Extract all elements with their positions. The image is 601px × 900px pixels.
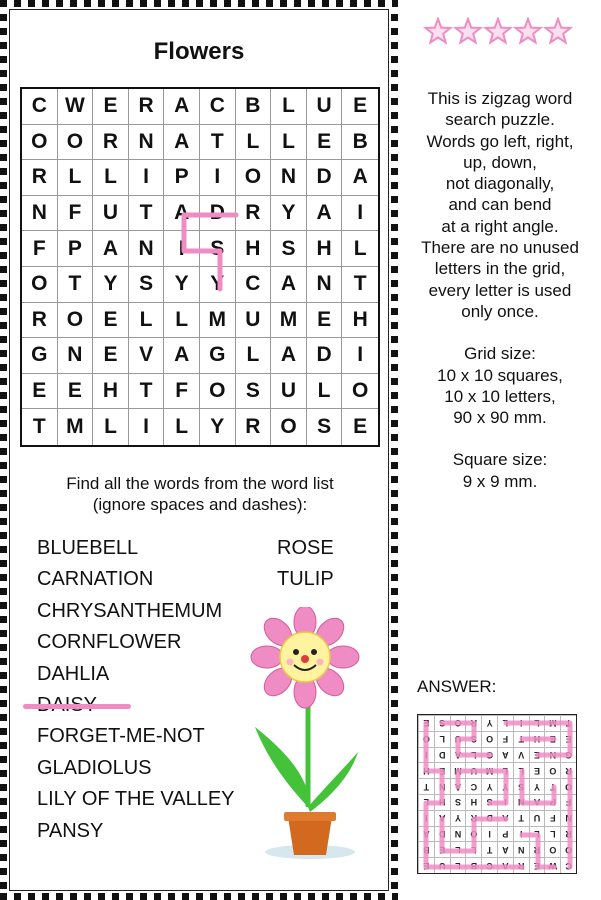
grid-cell[interactable]: S bbox=[129, 267, 165, 303]
instruction-line: Find all the words from the word list bbox=[66, 474, 334, 493]
cartoon-flower-illustration bbox=[250, 607, 365, 862]
answer-grid-cell: L bbox=[450, 857, 466, 873]
answer-grid-cell: H bbox=[465, 794, 481, 810]
answer-grid-cell: O bbox=[481, 731, 497, 747]
rating-stars bbox=[423, 17, 573, 47]
pot-rim bbox=[284, 812, 336, 821]
grid-size-block bbox=[405, 343, 595, 428]
answer-grid-cell: O bbox=[560, 841, 576, 857]
found-word-strike bbox=[23, 704, 131, 709]
answer-grid-cell: A bbox=[450, 747, 466, 763]
answer-grid-cell: I bbox=[513, 826, 529, 842]
answer-grid-cell: T bbox=[513, 810, 529, 826]
grid-cell[interactable]: L bbox=[236, 125, 272, 161]
grid-cell[interactable]: S bbox=[236, 374, 272, 410]
grid-cell[interactable]: A bbox=[271, 338, 307, 374]
grid-cell[interactable]: N bbox=[271, 160, 307, 196]
answer-grid-cell: P bbox=[497, 826, 513, 842]
answer-grid-cell: L bbox=[497, 715, 513, 731]
grid-cell[interactable]: T bbox=[129, 196, 165, 232]
answer-grid-cell: C bbox=[465, 778, 481, 794]
answer-grid-cell: N bbox=[560, 810, 576, 826]
side-text-line: not diagonally, bbox=[445, 174, 555, 194]
leaf-right bbox=[308, 752, 358, 812]
answer-grid-cell: B bbox=[418, 841, 434, 857]
side-text-line: 10 x 10 letters, bbox=[444, 386, 556, 406]
word-list-item: PANSY bbox=[37, 819, 104, 842]
answer-grid-cell: T bbox=[560, 715, 576, 731]
answer-grid-cell: O bbox=[465, 826, 481, 842]
grid-cell[interactable]: N bbox=[129, 231, 165, 267]
answer-grid-cell: R bbox=[465, 715, 481, 731]
word-list-item: GLADIOLUS bbox=[37, 756, 152, 779]
side-text-line: letters in the grid, bbox=[434, 259, 566, 279]
answer-grid-cell: L bbox=[465, 747, 481, 763]
answer-grid-cell: O bbox=[418, 731, 434, 747]
grid-cell[interactable]: I bbox=[164, 231, 200, 267]
answer-grid-cell: L bbox=[513, 762, 529, 778]
grid-cell[interactable]: E bbox=[307, 303, 343, 339]
side-text-line: 9 x 9 mm. bbox=[462, 471, 538, 491]
grid-cell[interactable]: T bbox=[342, 267, 378, 303]
answer-grid-cell: N bbox=[434, 778, 450, 794]
answer-grid-cell: O bbox=[450, 715, 466, 731]
answer-grid-cell: Y bbox=[529, 778, 545, 794]
grid-cell[interactable]: R bbox=[93, 125, 129, 161]
grid-cell[interactable]: O bbox=[236, 160, 272, 196]
grid-cell[interactable]: C bbox=[22, 89, 58, 125]
grid-cell[interactable]: L bbox=[236, 338, 272, 374]
flower-eye-right bbox=[311, 649, 317, 655]
answer-grid-cell: T bbox=[513, 731, 529, 747]
grid-cell[interactable]: A bbox=[271, 267, 307, 303]
word-list-item: ROSE bbox=[277, 537, 334, 559]
word-list-item bbox=[37, 690, 235, 721]
answer-grid-cell: D bbox=[434, 747, 450, 763]
square-size-block bbox=[405, 449, 595, 492]
answer-grid-cell: H bbox=[434, 794, 450, 810]
answer-grid-cell: E bbox=[434, 841, 450, 857]
answer-grid-cell: T bbox=[481, 841, 497, 857]
word-search-grid[interactable] bbox=[20, 87, 380, 447]
answer-grid-cell: E bbox=[418, 715, 434, 731]
answer-grid-cell: R bbox=[465, 810, 481, 826]
grid-cell[interactable]: L bbox=[271, 89, 307, 125]
answer-grid-cell: I bbox=[418, 810, 434, 826]
instruction-line: (ignore spaces and dashes): bbox=[92, 495, 308, 514]
answer-grid-cell: N bbox=[513, 794, 529, 810]
answer-grid-cell: R bbox=[513, 857, 529, 873]
side-text-line: This is zigzag word bbox=[427, 89, 573, 108]
answer-grid-cell: L bbox=[450, 841, 466, 857]
grid-cell[interactable]: C bbox=[200, 89, 236, 125]
grid-cell[interactable]: E bbox=[58, 374, 94, 410]
grid-cell[interactable]: D bbox=[307, 160, 343, 196]
grid-cell[interactable]: F bbox=[164, 374, 200, 410]
grid-cell[interactable]: F bbox=[22, 231, 58, 267]
grid-cell[interactable]: E bbox=[353, 415, 368, 439]
answer-grid-cell: R bbox=[560, 762, 576, 778]
grid-cell[interactable]: Y bbox=[200, 409, 236, 445]
star-icon bbox=[516, 19, 541, 43]
grid-cell[interactable]: R bbox=[236, 409, 272, 445]
answer-grid-cell: L bbox=[465, 841, 481, 857]
answer-grid-cell: G bbox=[560, 747, 576, 763]
grid-cell[interactable]: R bbox=[129, 89, 165, 125]
answer-grid-cell: T bbox=[544, 778, 560, 794]
side-text-line: up, down, bbox=[463, 152, 537, 172]
grid-cell[interactable]: A bbox=[342, 160, 378, 196]
answer-grid-cell: O bbox=[544, 762, 560, 778]
grid-cell[interactable]: A bbox=[164, 89, 200, 125]
answer-grid-cell: L bbox=[418, 794, 434, 810]
answer-grid-cell: S bbox=[481, 794, 497, 810]
answer-grid-cell: T bbox=[418, 778, 434, 794]
answer-grid-cell: G bbox=[481, 747, 497, 763]
answer-grid-cell: O bbox=[560, 778, 576, 794]
grid-cell[interactable]: I bbox=[342, 196, 378, 232]
grid-cell[interactable]: O bbox=[342, 374, 378, 410]
grid-cell[interactable]: R bbox=[22, 160, 58, 196]
grid-cell[interactable]: P bbox=[164, 160, 200, 196]
word-list-item: TULIP bbox=[277, 568, 334, 591]
answer-grid-cell: A bbox=[529, 794, 545, 810]
star-icon bbox=[456, 19, 481, 43]
answer-grid-cell: B bbox=[465, 857, 481, 873]
grid-cell[interactable]: S bbox=[307, 409, 343, 445]
word-list-item: CARNATION bbox=[37, 568, 154, 591]
grid-cell[interactable]: D bbox=[200, 196, 236, 232]
grid-cell[interactable]: A bbox=[164, 125, 200, 161]
word-list-item: DAHLIA bbox=[37, 662, 110, 685]
grid-cell[interactable]: O bbox=[200, 374, 236, 410]
grid-cell[interactable]: P bbox=[58, 231, 94, 267]
instructions bbox=[20, 473, 380, 515]
grid-cell[interactable]: Y bbox=[164, 267, 200, 303]
word-list-item: BLUEBELL bbox=[37, 537, 139, 559]
flower-pot bbox=[288, 817, 332, 855]
answer-grid-cell: D bbox=[481, 810, 497, 826]
answer-grid-cell: V bbox=[513, 747, 529, 763]
answer-grid-cell: U bbox=[465, 762, 481, 778]
answer-grid-cell: A bbox=[434, 810, 450, 826]
answer-grid-cell: A bbox=[497, 841, 513, 857]
grid-cell[interactable]: Y bbox=[271, 196, 307, 232]
grid-cell[interactable]: T bbox=[129, 374, 165, 410]
grid-cell[interactable]: O bbox=[22, 267, 58, 303]
grid-cell[interactable]: L bbox=[164, 409, 200, 445]
grid-cell[interactable]: I bbox=[129, 409, 165, 445]
grid-cell[interactable]: Y bbox=[93, 267, 129, 303]
flower-eye-left bbox=[293, 649, 299, 655]
answer-grid-cell: A bbox=[450, 778, 466, 794]
grid-cell[interactable]: N bbox=[22, 196, 58, 232]
answer-grid-cell: L bbox=[529, 715, 545, 731]
answer-grid-cell: E bbox=[529, 762, 545, 778]
grid-cell[interactable]: T bbox=[200, 125, 236, 161]
grid-cell[interactable]: M bbox=[58, 409, 94, 445]
grid-cell[interactable]: H bbox=[342, 303, 378, 339]
answer-grid-cell: F bbox=[544, 810, 560, 826]
side-text-line: only once. bbox=[461, 301, 539, 321]
grid-cell[interactable]: O bbox=[58, 125, 94, 161]
answer-grid-cell: U bbox=[450, 731, 466, 747]
word-list-item: FORGET-ME-NOT bbox=[37, 725, 205, 748]
word-list-left bbox=[37, 533, 235, 847]
answer-grid-cell: N bbox=[544, 747, 560, 763]
answer-grid-cell: O bbox=[544, 841, 560, 857]
grid-cell[interactable]: N bbox=[307, 267, 343, 303]
answer-grid-cell: N bbox=[513, 841, 529, 857]
side-text-line: at a right angle. bbox=[441, 216, 559, 236]
side-text-line: Words go left, right, bbox=[426, 131, 574, 151]
grid-cell[interactable]: C bbox=[236, 267, 272, 303]
description-block bbox=[405, 88, 595, 322]
answer-grid-cell: F bbox=[497, 731, 513, 747]
answer-thumbnail bbox=[417, 714, 577, 874]
answer-grid-cell: H bbox=[418, 762, 434, 778]
side-text-line: every letter is used bbox=[428, 280, 572, 300]
answer-grid-cell: R bbox=[560, 826, 576, 842]
answer-grid-cell: S bbox=[465, 731, 481, 747]
grid-cell[interactable]: I bbox=[200, 160, 236, 196]
word-list-right bbox=[277, 533, 334, 596]
answer-grid-cell: S bbox=[434, 715, 450, 731]
grid-cell[interactable]: L bbox=[342, 231, 378, 267]
answer-grid-cell: U bbox=[529, 810, 545, 826]
grid-cell[interactable]: A bbox=[93, 231, 129, 267]
grid-cell[interactable]: S bbox=[271, 231, 307, 267]
grid-cell[interactable]: T bbox=[22, 409, 58, 445]
answer-grid-cell: A bbox=[497, 747, 513, 763]
grid-cell[interactable]: G bbox=[22, 338, 58, 374]
grid-cell[interactable]: R bbox=[22, 303, 58, 339]
answer-grid-cell: A bbox=[418, 826, 434, 842]
answer-grid-cell: R bbox=[529, 841, 545, 857]
grid-cell[interactable]: O bbox=[271, 409, 307, 445]
answer-grid-cell: E bbox=[529, 857, 545, 873]
answer-grid-cell: H bbox=[529, 731, 545, 747]
answer-grid-cell: U bbox=[434, 857, 450, 873]
grid-cell[interactable]: B bbox=[342, 125, 378, 161]
answer-grid-cell: C bbox=[560, 857, 576, 873]
grid-cell[interactable]: E bbox=[307, 125, 343, 161]
grid-cell[interactable]: A bbox=[307, 196, 343, 232]
answer-grid-cell: A bbox=[497, 857, 513, 873]
side-text-line: There are no unused bbox=[421, 238, 579, 258]
grid-cell[interactable]: L bbox=[93, 409, 129, 445]
grid-cell[interactable]: H bbox=[236, 231, 272, 267]
answer-grid-cell: I bbox=[497, 794, 513, 810]
grid-cell[interactable]: L bbox=[307, 374, 343, 410]
answer-grid-cell: S bbox=[450, 794, 466, 810]
answer-grid-cell: I bbox=[481, 826, 497, 842]
answer-grid-cell: Y bbox=[497, 778, 513, 794]
grid-cell[interactable]: O bbox=[22, 125, 58, 161]
star-icon bbox=[486, 19, 511, 43]
puzzle-title: Flowers bbox=[153, 38, 245, 65]
grid-cell[interactable]: T bbox=[58, 267, 94, 303]
flower-nose bbox=[301, 655, 309, 663]
grid-cell[interactable]: M bbox=[200, 303, 236, 339]
answer-grid-cell: A bbox=[497, 810, 513, 826]
grid-cell[interactable]: B bbox=[236, 89, 272, 125]
star-icon bbox=[426, 19, 451, 43]
grid-cell[interactable]: U bbox=[271, 374, 307, 410]
answer-label: ANSWER: bbox=[417, 677, 497, 696]
word-list-item: LILY OF THE VALLEY bbox=[37, 788, 235, 811]
side-text-line: Square size: bbox=[452, 450, 548, 470]
answer-grid-cell: E bbox=[544, 731, 560, 747]
side-text-line: Grid size: bbox=[464, 344, 536, 364]
answer-grid-cell: E bbox=[418, 857, 434, 873]
grid-cell[interactable]: L bbox=[58, 160, 94, 196]
word-list-item: CHRYSANTHEMUM bbox=[37, 599, 223, 622]
grid-cell[interactable]: F bbox=[58, 196, 94, 232]
grid-cell[interactable]: E bbox=[93, 303, 129, 339]
leaf-left bbox=[255, 727, 308, 807]
side-text-line: and can bend bbox=[448, 195, 552, 215]
answer-grid-cell: D bbox=[434, 826, 450, 842]
grid-cell[interactable]: H bbox=[307, 231, 343, 267]
grid-cell[interactable]: U bbox=[93, 196, 129, 232]
grid-cell[interactable]: U bbox=[307, 89, 343, 125]
side-text-line: search puzzle. bbox=[445, 110, 555, 130]
grid-cell[interactable]: Y bbox=[200, 267, 236, 303]
grid-cell[interactable]: L bbox=[164, 303, 200, 339]
grid-cell[interactable]: I bbox=[342, 338, 378, 374]
grid-cell[interactable]: L bbox=[129, 303, 165, 339]
answer-grid-cell: S bbox=[513, 778, 529, 794]
grid-cell[interactable]: E bbox=[22, 374, 58, 410]
answer-grid-cell: Y bbox=[481, 778, 497, 794]
star-icon bbox=[546, 19, 571, 43]
grid-cell[interactable]: A bbox=[164, 196, 200, 232]
grid-cell[interactable]: H bbox=[93, 374, 129, 410]
grid-cell[interactable]: N bbox=[129, 125, 165, 161]
grid-cell[interactable]: V bbox=[129, 338, 165, 374]
answer-grid-cell: M bbox=[544, 715, 560, 731]
answer-grid-cell: M bbox=[450, 762, 466, 778]
grid-cell[interactable]: N bbox=[58, 338, 94, 374]
side-text-line: 10 x 10 squares, bbox=[437, 365, 563, 385]
answer-grid-cell: I bbox=[513, 715, 529, 731]
answer-grid-cell: Y bbox=[450, 810, 466, 826]
answer-grid-cell: N bbox=[450, 826, 466, 842]
grid-cell[interactable]: L bbox=[93, 160, 129, 196]
grid-cell[interactable]: A bbox=[164, 338, 200, 374]
answer-grid-cell: M bbox=[481, 762, 497, 778]
grid-cell[interactable]: R bbox=[236, 196, 272, 232]
answer-grid-cell: E bbox=[560, 731, 576, 747]
answer-grid-cell: E bbox=[434, 762, 450, 778]
grid-cell[interactable]: G bbox=[200, 338, 236, 374]
grid-cell[interactable]: D bbox=[307, 338, 343, 374]
answer-grid-cell: E bbox=[529, 747, 545, 763]
grid-cell[interactable]: E bbox=[93, 89, 129, 125]
answer-grid-cell: L bbox=[544, 826, 560, 842]
side-description bbox=[405, 88, 595, 513]
answer-grid-cell: W bbox=[544, 857, 560, 873]
grid-cell[interactable]: E bbox=[93, 338, 129, 374]
grid-cell[interactable]: M bbox=[271, 303, 307, 339]
grid-cell[interactable]: U bbox=[236, 303, 272, 339]
side-text-line: 90 x 90 mm. bbox=[453, 408, 547, 428]
answer-grid-cell: Y bbox=[481, 715, 497, 731]
grid-cell[interactable]: S bbox=[200, 231, 236, 267]
answer-grid-cell: L bbox=[434, 731, 450, 747]
grid-cell[interactable]: W bbox=[58, 89, 94, 125]
grid-cell[interactable]: I bbox=[129, 160, 165, 196]
grid-cell[interactable]: E bbox=[342, 89, 378, 125]
answer-grid-cell: L bbox=[529, 826, 545, 842]
answer-grid-cell: F bbox=[560, 794, 576, 810]
grid-cell[interactable]: L bbox=[271, 125, 307, 161]
answer-grid-cell: P bbox=[544, 794, 560, 810]
answer-grid-cell: L bbox=[497, 762, 513, 778]
answer-grid-cell: I bbox=[418, 747, 434, 763]
answer-grid-cell: C bbox=[481, 857, 497, 873]
word-list-item: CORNFLOWER bbox=[37, 631, 182, 654]
grid-cell[interactable]: O bbox=[58, 303, 94, 339]
